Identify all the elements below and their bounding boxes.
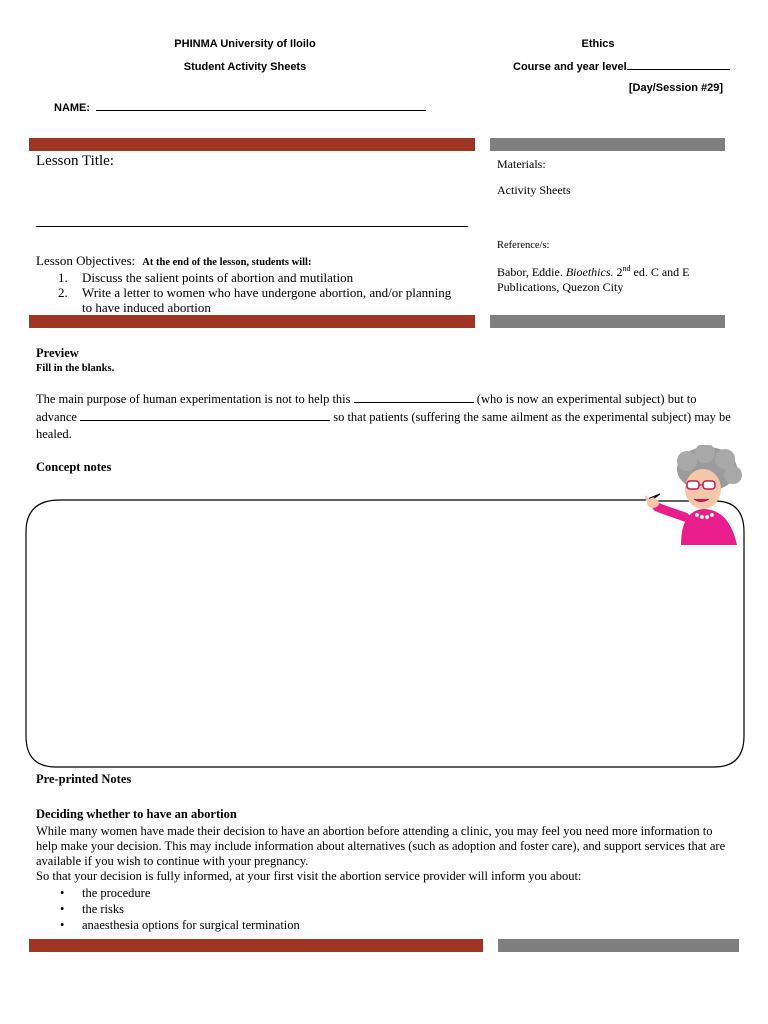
- bullet-icon: •: [60, 886, 65, 900]
- objective-item: [58, 270, 68, 285]
- reference-publisher: ed. C and E Publications, Quezon City: [497, 265, 690, 294]
- objective-number: 2.: [58, 285, 68, 300]
- preview-blank-1: [354, 402, 474, 403]
- list-item: [58, 917, 658, 933]
- list-item: [58, 901, 658, 917]
- bullet-text: the risks: [82, 902, 125, 916]
- divider-bar-red: [29, 315, 475, 328]
- name-field: [54, 102, 426, 114]
- objective-text: Write a letter to women who have undergone abortion, and/or planning to have induced abortion: [82, 285, 452, 315]
- lesson-title-label: Lesson Title:: [36, 153, 114, 169]
- divider-bar-gray: [498, 939, 739, 952]
- preview-text-1: The main purpose of human experimentation is not to help this: [36, 392, 351, 406]
- notes-paragraph: So that your decision is fully informed, at your first visit the abortion service provider will inform you about:: [36, 869, 582, 883]
- reference-book-title: Bioethics.: [565, 265, 614, 279]
- divider-bar-red: [29, 939, 483, 952]
- objective-text: Discuss the salient points of abortion and mutilation: [82, 270, 354, 285]
- materials-value: Activity Sheets: [497, 183, 571, 197]
- bullet-icon: •: [60, 918, 65, 932]
- reference-author: Babor, Eddie.: [497, 265, 563, 279]
- course-year-blank: [627, 69, 730, 70]
- session-label: [Day/Session #29]: [628, 82, 723, 94]
- preprinted-notes-heading: Pre-printed Notes: [36, 772, 132, 786]
- list-item: [58, 885, 658, 901]
- teacher-illustration: [645, 445, 755, 545]
- preview-heading: Preview: [36, 346, 79, 360]
- concept-notes-heading: Concept notes: [36, 460, 112, 474]
- name-blank: [96, 110, 426, 111]
- notes-paragraph: While many women have made their decision to have an abortion before attending a clinic, you may feel you need more information to help make your decision. This may include information about alternatives (such as adoption and foster care), and support services that are available if you wish to continue with your pregnancy.: [36, 824, 726, 868]
- reference-label: Reference/s:: [497, 240, 550, 251]
- divider-bar-gray: [490, 315, 725, 328]
- lesson-title-blank: [36, 226, 468, 227]
- notes-subheading: Deciding whether to have an abortion: [36, 807, 237, 821]
- objective-item: [58, 285, 68, 300]
- course-year-field: [513, 61, 730, 73]
- name-label: NAME:: [54, 102, 91, 114]
- subject-name: Ethics: [581, 38, 615, 50]
- reference-edition-suffix: nd: [622, 264, 631, 273]
- preview-text-2: (who is now an experimental subject) but to advance: [36, 392, 697, 424]
- preview-text-3: so that patients (suffering the same ailment as the experimental subject) may be healed.: [36, 409, 731, 441]
- objective-number: 1.: [58, 270, 68, 285]
- notes-bullet-list: [58, 885, 658, 933]
- document-type: Student Activity Sheets: [183, 61, 307, 73]
- lesson-objectives-label: Lesson Objectives:: [36, 253, 136, 268]
- reference-text: [497, 261, 725, 295]
- lesson-objectives-header: [36, 252, 311, 270]
- bullet-text: the procedure: [82, 886, 151, 900]
- lesson-objectives-intro: At the end of the lesson, students will:: [142, 257, 312, 268]
- divider-bar-gray: [490, 138, 725, 151]
- university-name: PHINMA University of Iloilo: [174, 38, 316, 50]
- bullet-text: anaesthesia options for surgical termination: [82, 918, 300, 932]
- bullet-icon: •: [60, 902, 65, 916]
- materials-label: Materials:: [497, 157, 546, 171]
- divider-bar-red: [29, 138, 475, 151]
- preview-paragraph: [36, 391, 736, 444]
- preview-instruction: Fill in the blanks.: [36, 363, 115, 374]
- preview-blank-2: [80, 420, 330, 421]
- reference-edition: 2: [616, 265, 623, 279]
- course-year-label: Course and year level: [513, 61, 627, 73]
